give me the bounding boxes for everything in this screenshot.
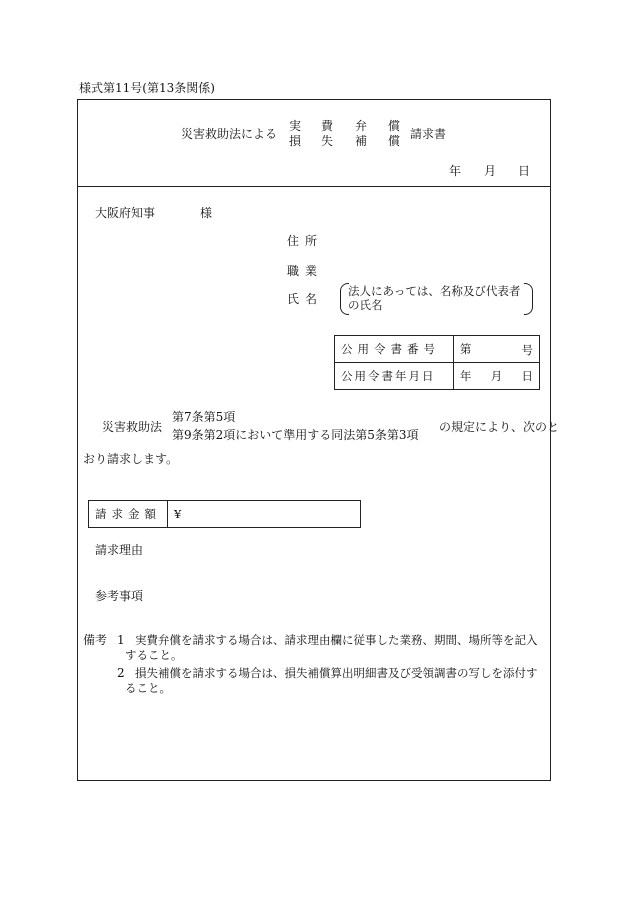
name-label: 氏名 [287,292,324,306]
body-clause-2: 第9条第2項において準用する同法第5条第3項 [172,428,419,442]
order-date-month: 月 [490,369,503,383]
order-date-year: 年 [459,369,472,383]
date-day: 日 [518,164,531,178]
addressee-name: 大阪府知事 [95,206,156,220]
date-year: 年 [449,164,462,178]
reference-label: 参考事項 [95,589,144,603]
order-date-day: 日 [521,369,533,383]
note-2-line2: ること。 [125,681,171,695]
body-law-name: 災害救助法 [102,420,163,434]
note-1-line2: すること。 [125,648,183,662]
title-stack-bottom-1: 損 [289,134,302,148]
name-note-line2: の氏名 [348,298,383,312]
address-label: 住所 [287,234,324,248]
claim-amount-label: 請求金額 [89,501,168,528]
order-date-label: 公用令書年月日 [335,363,454,390]
title-stack-bottom-3: 補 [355,134,368,148]
note-2-line1: 損失補償を請求する場合は、損失補償算出明細書及び受領調書の写しを添付す [135,666,538,680]
title-stack-top-1: 実 [289,119,302,133]
header-divider [77,186,551,187]
date-month: 月 [484,164,497,178]
note-1-line1: 実費弁償を請求する場合は、請求理由欄に従事した業務、期間、場所等を記入 [135,633,538,647]
title-stack-top-2: 費 [321,119,334,133]
body-after-text: の規定により、次のと [439,420,560,434]
note-2-number: 2 [117,666,125,680]
form-number-label: 様式第11号(第13条関係) [79,81,215,95]
title-stack-top-3: 弁 [355,119,368,133]
body-continuation: おり請求します。 [83,452,179,466]
name-note-line1: 法人にあっては、名称及び代表者 [348,284,521,298]
yen-symbol: ¥ [174,507,182,521]
official-order-table [334,335,540,390]
title-prefix: 災害救助法による [181,127,278,141]
title-stack-bottom-4: 償 [388,134,401,148]
claim-amount-table [88,500,361,528]
claim-amount-field[interactable] [168,501,361,528]
occupation-label: 職業 [287,264,324,278]
title-stack-top-4: 償 [388,119,401,133]
addressee-honorific: 様 [200,206,213,220]
order-number-suffix: 号 [521,343,533,357]
notes-label: 備考 [83,633,108,647]
right-paren [524,283,533,315]
claim-reason-label: 請求理由 [95,543,144,557]
title-suffix: 請求書 [410,127,447,141]
order-number-prefix: 第 [459,342,472,356]
order-date-cell[interactable] [453,363,539,390]
title-stack-bottom-2: 失 [321,134,334,148]
order-number-cell[interactable] [453,336,539,363]
order-number-label: 公用令書番号 [335,336,454,363]
body-clause-1: 第7条第5項 [172,410,236,424]
note-1-number: 1 [117,633,125,647]
